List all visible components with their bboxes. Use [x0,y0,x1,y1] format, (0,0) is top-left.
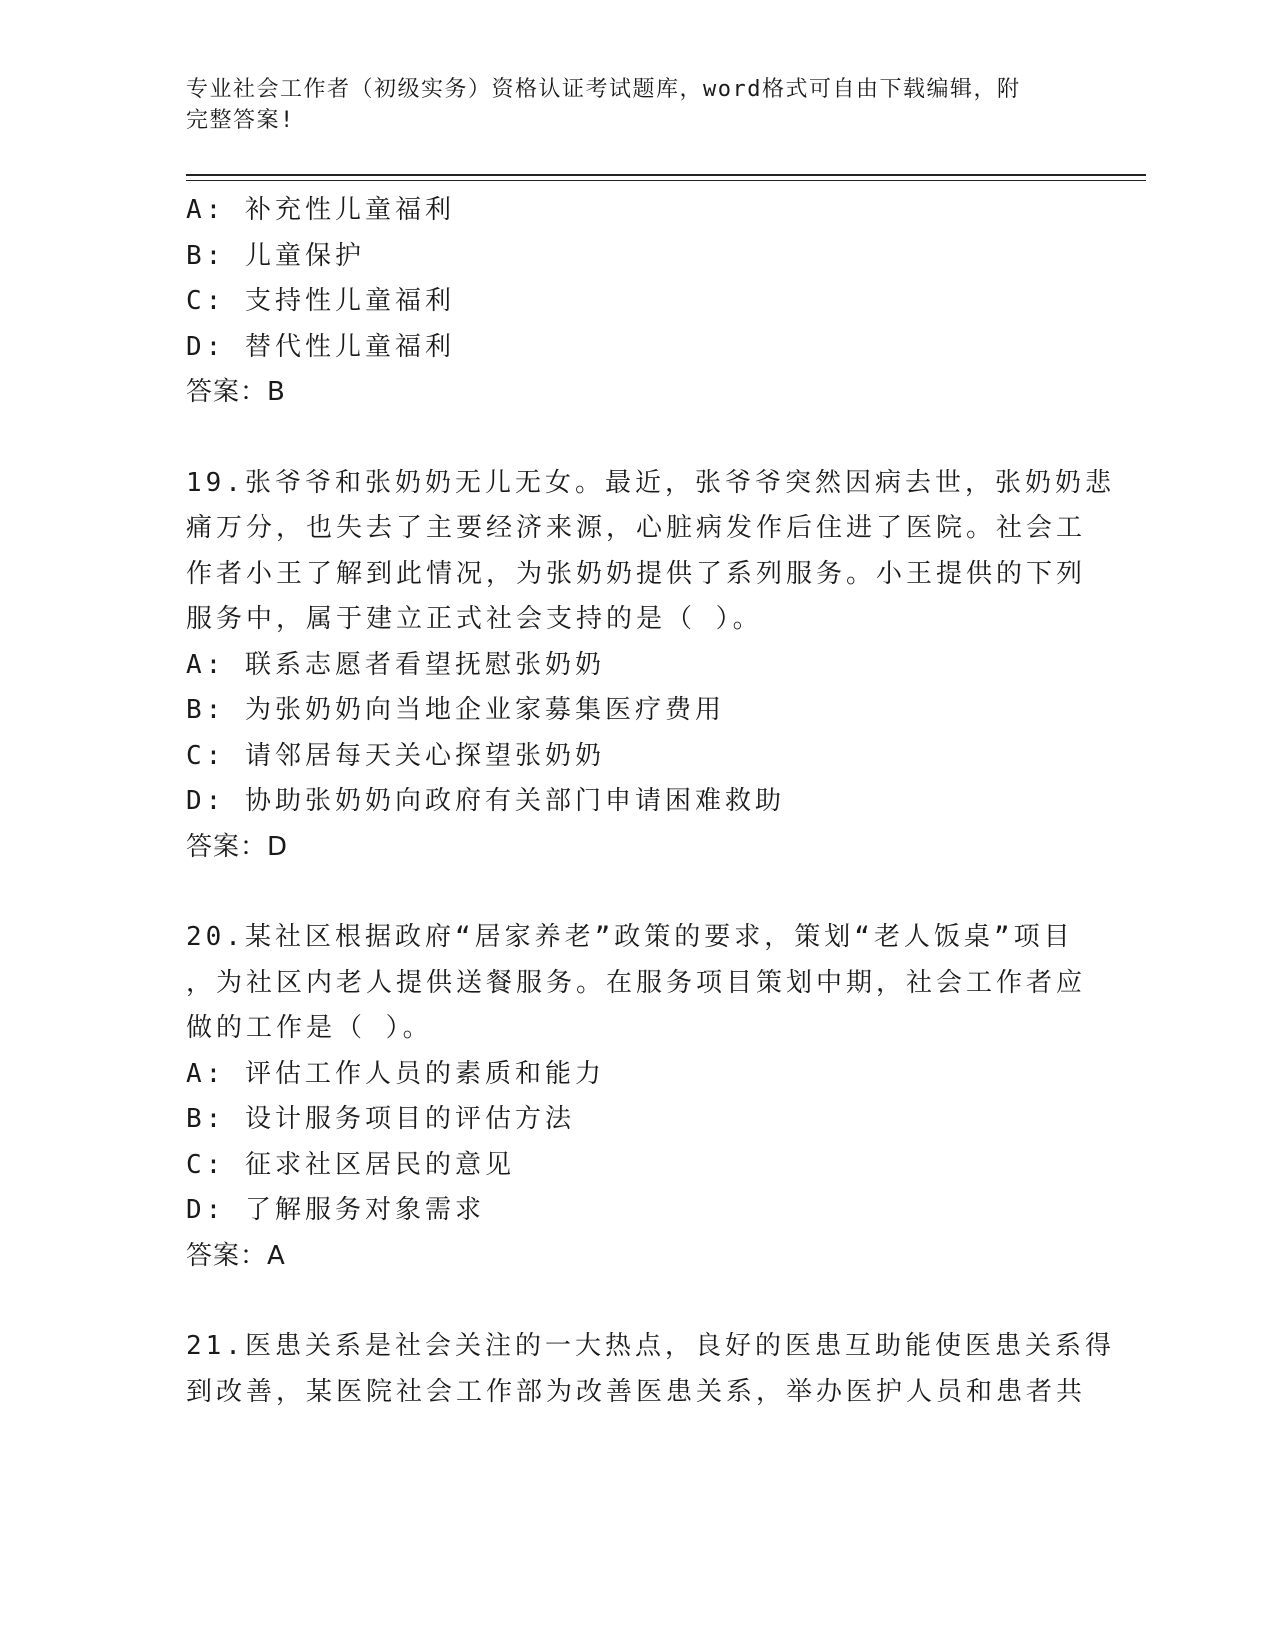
question-content [186,188,1115,1415]
question-stem-line: 痛万分，也失去了主要经济来源，心脏病发作后住进了医院。社会工 [186,513,1087,543]
question-21 [186,1324,1115,1415]
option-d: D: 协助张奶奶向政府有关部门申请困难救助 [186,786,785,816]
question-stem-line: 服务中，属于建立正式社会支持的是（ ）。 [186,604,763,634]
spacer [186,416,1086,461]
question-stem-line: ，为社区内老人提供送餐服务。在服务项目策划中期，社会工作者应 [186,967,1087,998]
question-18 [186,188,1086,416]
question-stem-line: 20.某社区根据政府“居家养老”政策的要求，策划“老人饭桌”项目 [186,922,1074,952]
option-a: A: 联系志愿者看望抚慰张奶奶 [186,649,605,680]
question-stem-line: 21.医患关系是社会关注的一大热点，良好的医患互助能使医患关系得 [186,1331,1115,1361]
header-line-2: 完整答案! [186,108,295,133]
option-d: D: 了解服务对象需求 [186,1195,485,1225]
spacer [186,1279,1086,1324]
option-b: B: 儿童保护 [186,240,365,271]
option-c: C: 支持性儿童福利 [186,286,455,316]
option-c: C: 请邻居每天关心探望张奶奶 [186,740,605,771]
header-divider-thin [186,180,1146,181]
document-header [186,74,1066,136]
question-20 [186,915,1086,1279]
option-a: A: 评估工作人员的素质和能力 [186,1058,605,1089]
option-d: D: 替代性儿童福利 [186,331,455,362]
question-stem-line: 做的工作是（ ）。 [186,1013,433,1043]
option-b: B: 为张奶奶向当地企业家募集医疗费用 [186,695,725,725]
question-stem-line: 作者小王了解到此情况，为张奶奶提供了系列服务。小王提供的下列 [186,558,1087,589]
question-19 [186,461,1115,871]
header-line-1: 专业社会工作者（初级实务）资格认证考试题库，word格式可自由下载编辑，附 [186,77,1021,102]
header-divider-thick [186,174,1146,176]
question-stem-line: 19.张爷爷和张奶奶无儿无女。最近，张爷爷突然因病去世，张奶奶悲 [186,467,1115,498]
option-c: C: 征求社区居民的意见 [186,1149,515,1180]
answer: 答案：B [186,377,286,407]
question-stem-line: 到改善，某医院社会工作部为改善医患关系，举办医护人员和患者共 [186,1376,1087,1407]
option-a: A: 补充性儿童福利 [186,195,455,225]
answer: 答案：D [186,831,289,862]
option-b: B: 设计服务项目的评估方法 [186,1104,575,1134]
spacer [186,870,1086,915]
answer: 答案：A [186,1240,286,1271]
